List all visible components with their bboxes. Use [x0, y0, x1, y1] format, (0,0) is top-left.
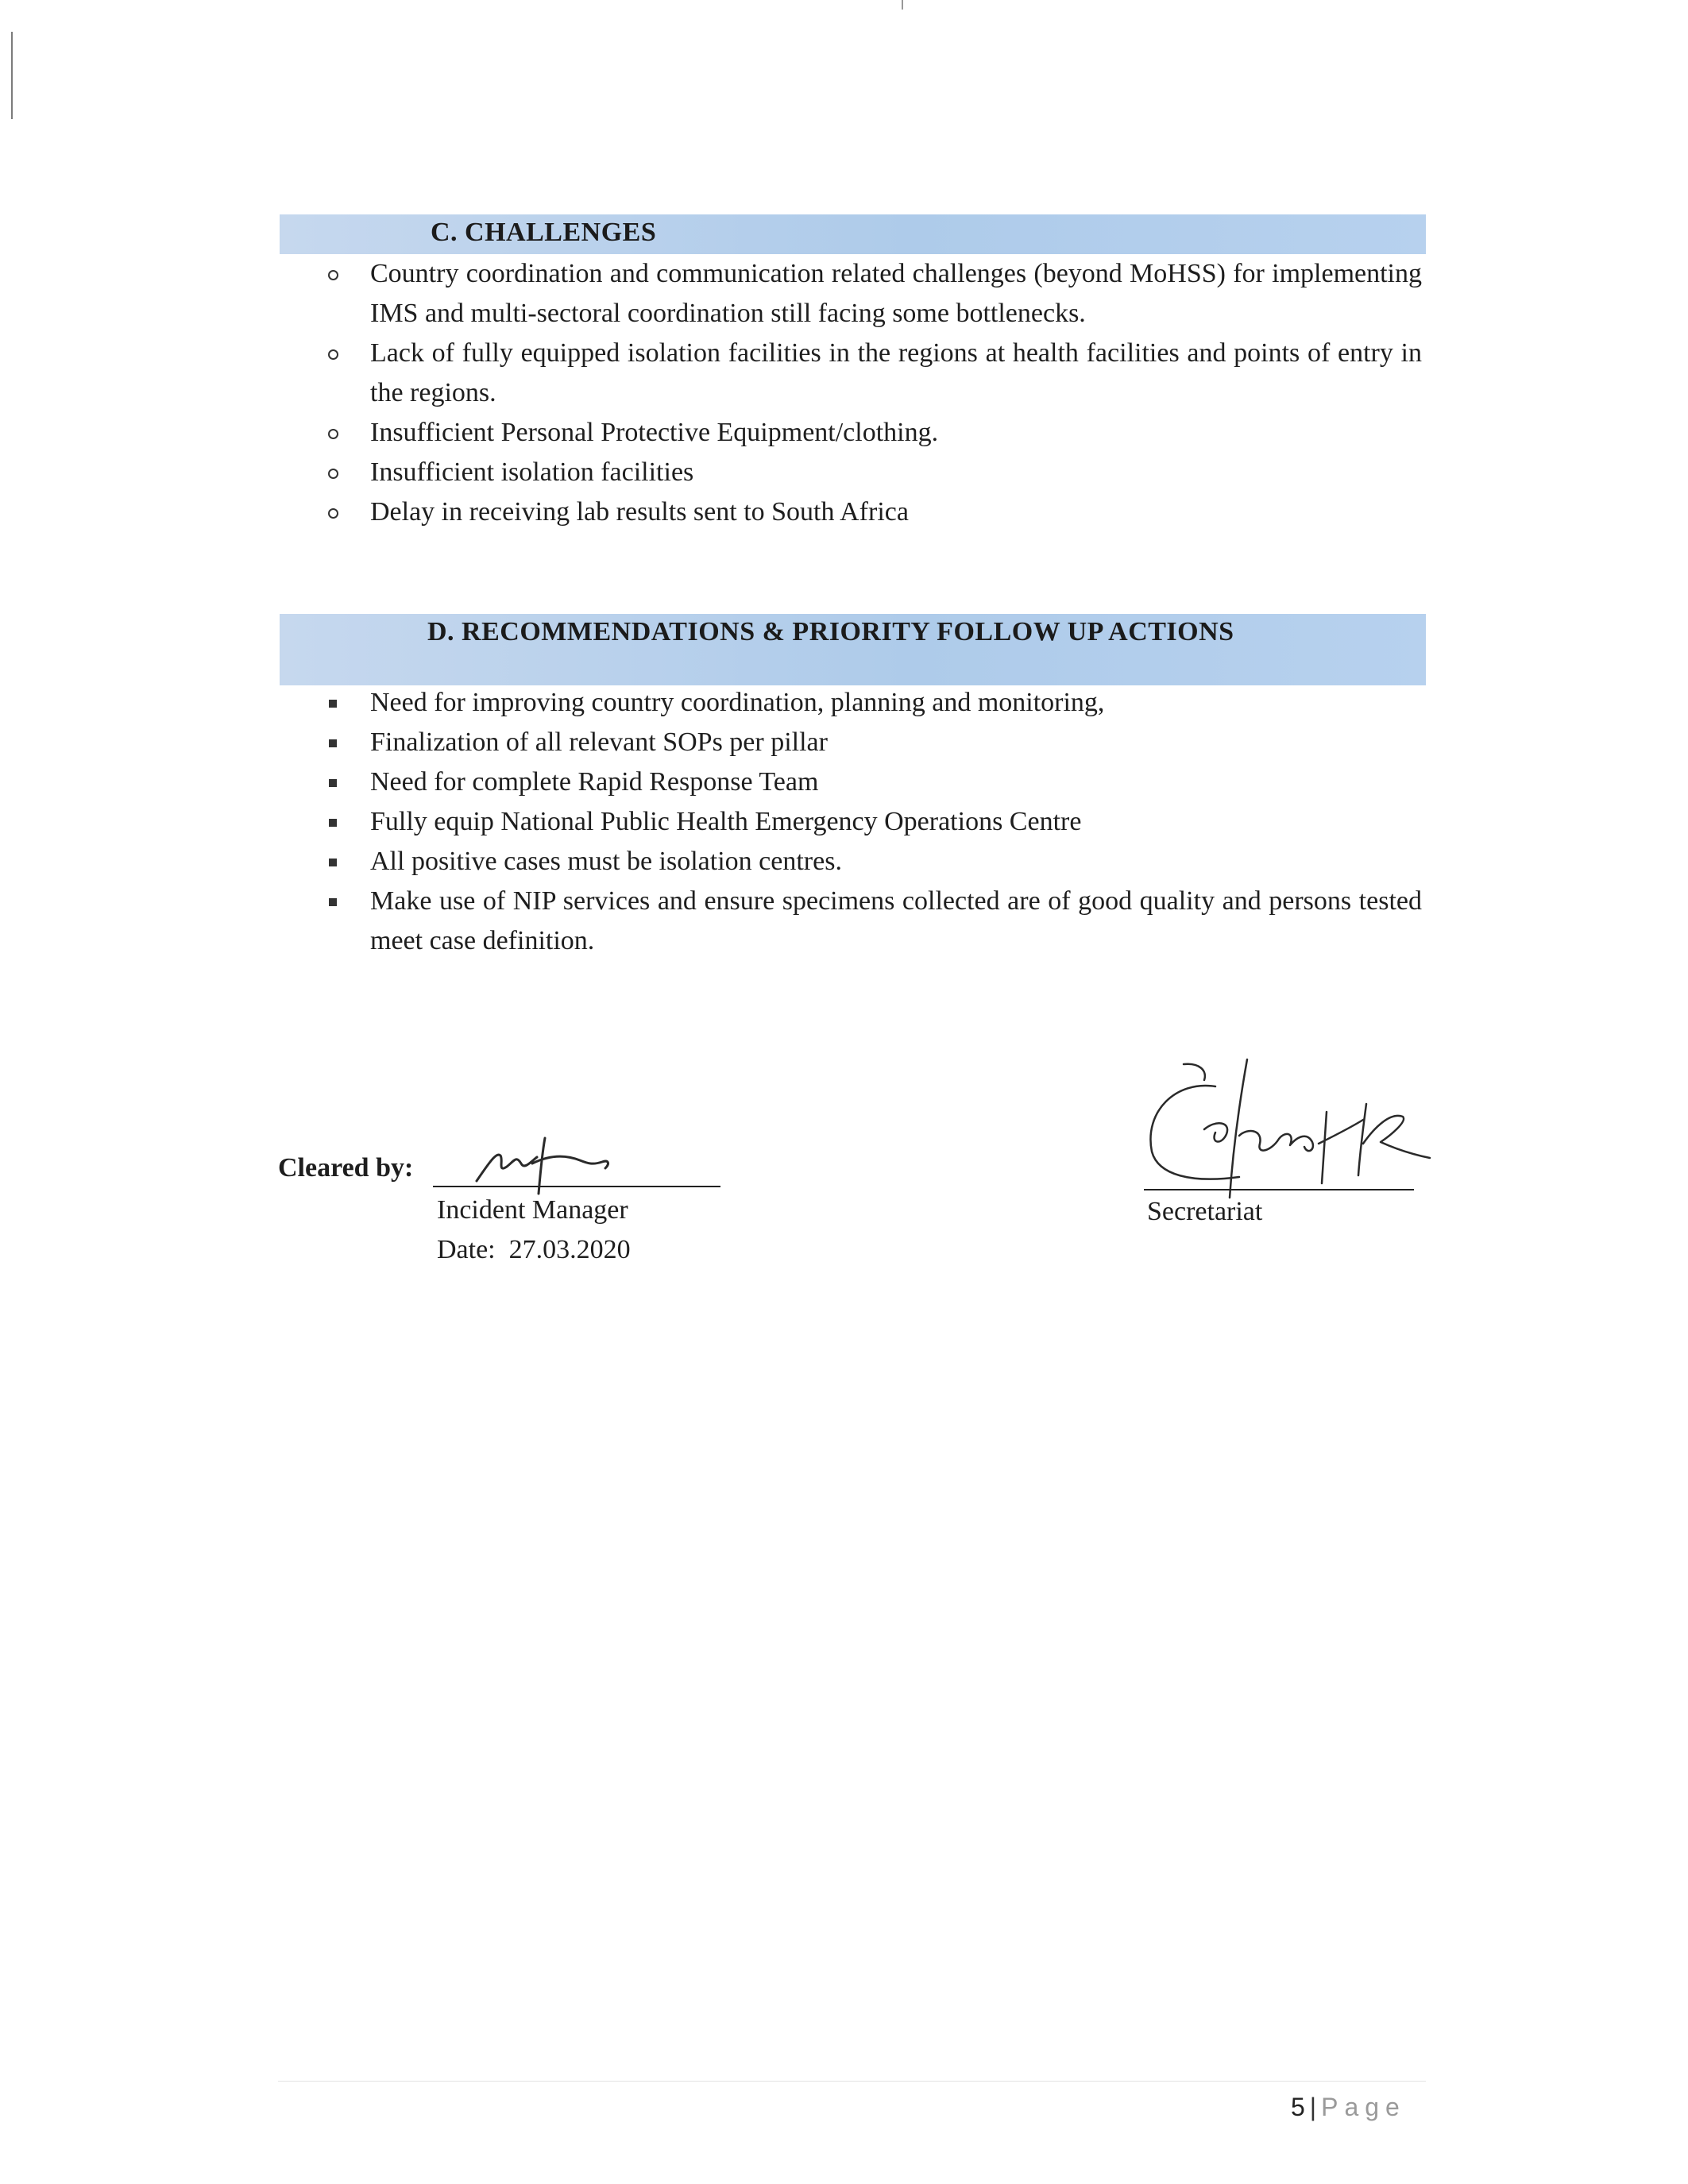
recommendation-item: Need for improving country coordination, planning and monitoring,: [318, 683, 1422, 723]
challenge-item: Country coordination and communication related challenges (beyond MoHSS) for implementing IMS and multi-sectoral coordination still facing some bottlenecks.: [318, 254, 1422, 334]
square-bullet-icon: [329, 819, 337, 827]
square-bullet-icon: [329, 898, 337, 906]
secretariat-title: Secretariat: [1147, 1197, 1263, 1226]
secretariat-signature-line: [1144, 1189, 1414, 1190]
recommendations-list: [318, 683, 1422, 961]
date-label: Date:: [437, 1235, 496, 1264]
square-bullet-icon: [329, 739, 337, 747]
scan-edge-mark: [11, 32, 13, 119]
circle-bullet-icon: [328, 508, 338, 519]
recommendations-heading: D. RECOMMENDATIONS & PRIORITY FOLLOW UP ACTIONS: [427, 617, 1234, 646]
incident-manager-title: Incident Manager: [437, 1195, 628, 1225]
cleared-by-label: Cleared by:: [278, 1153, 414, 1183]
square-bullet-icon: [329, 779, 337, 787]
circle-bullet-icon: [328, 349, 338, 360]
page-word: Page: [1321, 2093, 1406, 2121]
page-number: [1291, 2093, 1406, 2122]
challenge-item: Insufficient Personal Protective Equipment/clothing.: [318, 413, 1422, 453]
incident-manager-signature: [469, 1132, 675, 1195]
recommendation-item: Fully equip National Public Health Emergency Operations Centre: [318, 802, 1422, 842]
circle-bullet-icon: [328, 270, 338, 280]
recommendation-item: Make use of NIP services and ensure specimens collected are of good quality and persons tested meet case definition.: [318, 882, 1422, 961]
circle-bullet-icon: [328, 469, 338, 479]
recommendation-item: All positive cases must be isolation centres.: [318, 842, 1422, 882]
page-number-value: 5: [1291, 2093, 1305, 2121]
square-bullet-icon: [329, 700, 337, 708]
footer-rule: [278, 2081, 1426, 2082]
challenges-list: [318, 254, 1422, 532]
scan-top-mark: [902, 0, 903, 10]
recommendation-item: Need for complete Rapid Response Team: [318, 762, 1422, 802]
page-separator: |: [1309, 2093, 1317, 2121]
square-bullet-icon: [329, 859, 337, 866]
challenge-item: Delay in receiving lab results sent to South Africa: [318, 492, 1422, 532]
circle-bullet-icon: [328, 429, 338, 439]
recommendation-item: Finalization of all relevant SOPs per pillar: [318, 723, 1422, 762]
secretariat-signature: [1128, 1056, 1485, 1199]
challenge-item: Insufficient isolation facilities: [318, 453, 1422, 492]
challenges-heading-bar: [280, 214, 1426, 254]
incident-manager-date: [437, 1235, 631, 1265]
challenges-heading: C. CHALLENGES: [431, 218, 657, 247]
challenge-item: Lack of fully equipped isolation facilities in the regions at health facilities and points of entry in the regions.: [318, 334, 1422, 413]
date-value: 27.03.2020: [508, 1235, 631, 1264]
recommendations-heading-bar: [280, 614, 1426, 685]
